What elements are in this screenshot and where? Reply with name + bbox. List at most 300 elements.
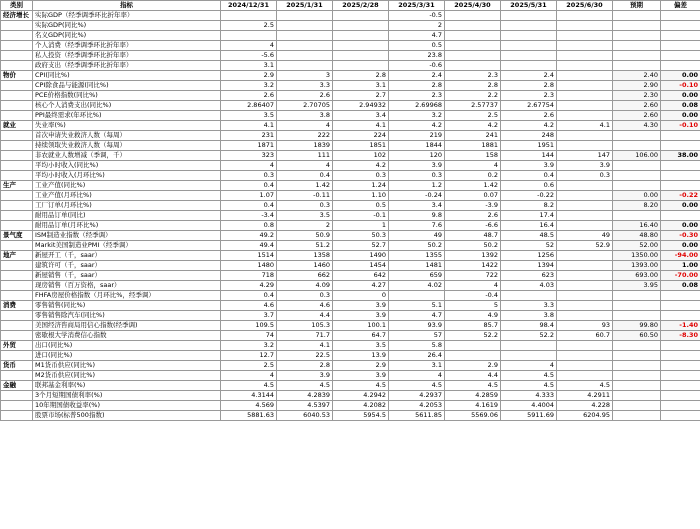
- table-row: [1, 171, 700, 181]
- value-cell: 85.7: [445, 321, 501, 331]
- indicator-name-cell: 进口(同比%): [33, 351, 221, 361]
- category-cell: [1, 211, 33, 221]
- value-cell: 147: [557, 151, 613, 161]
- value-cell: 9.8: [389, 211, 445, 221]
- value-cell: 0.3: [557, 171, 613, 181]
- value-cell: 2.8: [445, 81, 501, 91]
- value-cell: 3.9: [501, 161, 557, 171]
- value-cell: 224: [333, 131, 389, 141]
- value-cell: 4.7: [389, 311, 445, 321]
- value-cell: [557, 281, 613, 291]
- category-cell: [1, 241, 33, 251]
- indicator-name-cell: 现房销售（百万资格，saar）: [33, 281, 221, 291]
- indicator-name-cell: 非农就业人数增减（季调，千）: [33, 151, 221, 161]
- value-cell: [333, 11, 389, 21]
- value-cell: 1481: [389, 261, 445, 271]
- category-cell: [1, 331, 33, 341]
- value-cell: 111: [277, 151, 333, 161]
- deviation-cell: [661, 301, 700, 311]
- value-cell: [445, 351, 501, 361]
- value-cell: 2.86407: [221, 101, 277, 111]
- value-cell: 0.4: [501, 171, 557, 181]
- value-cell: 4.4004: [501, 401, 557, 411]
- deviation-cell: 0.00: [661, 241, 700, 251]
- category-cell: [1, 391, 33, 401]
- table-row: [1, 31, 700, 41]
- category-cell: 经济增长: [1, 11, 33, 21]
- value-cell: 5954.5: [333, 411, 389, 421]
- table-row: [1, 411, 700, 421]
- value-cell: 2.3: [389, 91, 445, 101]
- value-cell: 4.2839: [277, 391, 333, 401]
- value-cell: 2.5: [221, 361, 277, 371]
- value-cell: 4: [389, 371, 445, 381]
- forecast-cell: 16.40: [613, 221, 661, 231]
- table-row: [1, 41, 700, 51]
- value-cell: 3.2: [221, 81, 277, 91]
- indicator-name-cell: PPI最终需求(年环比%): [33, 111, 221, 121]
- value-cell: 13.9: [333, 351, 389, 361]
- indicator-name-cell: 建筑许可（千，saar）: [33, 261, 221, 271]
- value-cell: 52.2: [445, 331, 501, 341]
- deviation-cell: [661, 171, 700, 181]
- category-cell: [1, 311, 33, 321]
- category-cell: [1, 291, 33, 301]
- forecast-cell: [613, 411, 661, 421]
- value-cell: 0.3: [333, 171, 389, 181]
- value-cell: 60.7: [557, 331, 613, 341]
- value-cell: 50.9: [277, 231, 333, 241]
- forecast-cell: 1350.00: [613, 251, 661, 261]
- table-row: [1, 361, 700, 371]
- value-cell: 1951: [501, 141, 557, 151]
- value-cell: [501, 351, 557, 361]
- category-cell: [1, 321, 33, 331]
- value-cell: [557, 181, 613, 191]
- value-cell: 0.5: [333, 201, 389, 211]
- value-cell: 3.1: [221, 61, 277, 71]
- value-cell: 4: [501, 361, 557, 371]
- value-cell: -3.9: [445, 201, 501, 211]
- value-cell: 5.1: [389, 301, 445, 311]
- deviation-cell: [661, 411, 700, 421]
- value-cell: 0.5: [389, 41, 445, 51]
- value-cell: [557, 21, 613, 31]
- deviation-cell: [661, 61, 700, 71]
- forecast-cell: [613, 361, 661, 371]
- indicator-name-cell: M2货币供应(同比%): [33, 371, 221, 381]
- value-cell: 4: [221, 371, 277, 381]
- value-cell: 7.6: [389, 221, 445, 231]
- deviation-cell: [661, 401, 700, 411]
- value-cell: 1480: [221, 261, 277, 271]
- value-cell: [445, 21, 501, 31]
- value-cell: 1358: [277, 251, 333, 261]
- value-cell: 0.2: [445, 171, 501, 181]
- indicator-name-cell: 平均小时收入(月环比%): [33, 171, 221, 181]
- value-cell: 1256: [501, 251, 557, 261]
- value-cell: 2.70705: [277, 101, 333, 111]
- value-cell: [557, 251, 613, 261]
- value-cell: 2: [277, 221, 333, 231]
- indicator-name-cell: 新屋开工（千，saar）: [33, 251, 221, 261]
- value-cell: 2.6: [277, 91, 333, 101]
- value-cell: 5881.63: [221, 411, 277, 421]
- forecast-cell: 3.95: [613, 281, 661, 291]
- forecast-cell: [613, 161, 661, 171]
- value-cell: 52.2: [501, 331, 557, 341]
- value-cell: [389, 291, 445, 301]
- value-cell: [557, 361, 613, 371]
- indicator-name-cell: 平均小时收入(同比%): [33, 161, 221, 171]
- indicator-name-cell: 联邦基金利率(%): [33, 381, 221, 391]
- value-cell: [557, 71, 613, 81]
- table-row: [1, 371, 700, 381]
- value-cell: 4: [445, 161, 501, 171]
- forecast-cell: 99.80: [613, 321, 661, 331]
- indicator-name-cell: 政府支出（经季调季环比折年率）: [33, 61, 221, 71]
- category-cell: 就业: [1, 121, 33, 131]
- deviation-cell: [661, 131, 700, 141]
- value-cell: [557, 41, 613, 51]
- value-cell: 4.6: [221, 301, 277, 311]
- value-cell: 2.8: [333, 71, 389, 81]
- deviation-cell: 0.00: [661, 221, 700, 231]
- value-cell: [333, 31, 389, 41]
- table-row: [1, 121, 700, 131]
- deviation-cell: [661, 31, 700, 41]
- value-cell: 4.5397: [277, 401, 333, 411]
- value-cell: 52.7: [333, 241, 389, 251]
- value-cell: 2.6: [221, 91, 277, 101]
- forecast-cell: 2.60: [613, 101, 661, 111]
- forecast-cell: [613, 401, 661, 411]
- forecast-cell: [613, 341, 661, 351]
- value-cell: [557, 261, 613, 271]
- indicator-name-cell: 耐用品订单(月环比%): [33, 221, 221, 231]
- deviation-cell: [661, 51, 700, 61]
- value-cell: -0.6: [389, 61, 445, 71]
- table-row: [1, 141, 700, 151]
- deviation-cell: [661, 161, 700, 171]
- value-cell: 4.5: [333, 381, 389, 391]
- value-cell: [557, 301, 613, 311]
- forecast-cell: [613, 61, 661, 71]
- category-cell: [1, 151, 33, 161]
- value-cell: 2.5: [221, 21, 277, 31]
- table-row: [1, 281, 700, 291]
- value-cell: 4: [277, 161, 333, 171]
- category-cell: [1, 41, 33, 51]
- deviation-cell: -0.10: [661, 81, 700, 91]
- indicator-name-cell: FHFA房屋价格指数（月环比%，经季调）: [33, 291, 221, 301]
- value-cell: 3.1: [333, 81, 389, 91]
- deviation-cell: [661, 21, 700, 31]
- value-cell: 4.3144: [221, 391, 277, 401]
- header-row: [1, 1, 700, 11]
- value-cell: [333, 51, 389, 61]
- category-cell: [1, 131, 33, 141]
- value-cell: 1454: [333, 261, 389, 271]
- value-cell: [445, 61, 501, 71]
- deviation-cell: -0.10: [661, 121, 700, 131]
- value-cell: [501, 51, 557, 61]
- deviation-cell: 0.08: [661, 101, 700, 111]
- indicator-name-cell: 股票市场(标普500指数): [33, 411, 221, 421]
- indicator-name-cell: 实际GDP（经季调季环比折年率）: [33, 11, 221, 21]
- category-cell: [1, 401, 33, 411]
- deviation-cell: 0.00: [661, 71, 700, 81]
- forecast-cell: [613, 371, 661, 381]
- value-cell: [501, 21, 557, 31]
- deviation-cell: [661, 291, 700, 301]
- category-cell: 货币: [1, 361, 33, 371]
- value-cell: 3.4: [333, 111, 389, 121]
- value-cell: 2.67754: [501, 101, 557, 111]
- header-cell: 预期: [613, 1, 661, 11]
- value-cell: 0.4: [277, 171, 333, 181]
- value-cell: 0.8: [221, 221, 277, 231]
- header-cell: 2025/6/30: [557, 1, 613, 11]
- header-cell: 类别: [1, 1, 33, 11]
- forecast-cell: 2.60: [613, 111, 661, 121]
- value-cell: 4: [221, 41, 277, 51]
- category-cell: [1, 51, 33, 61]
- indicator-name-cell: 密歇根大学消费信心指数: [33, 331, 221, 341]
- value-cell: [557, 81, 613, 91]
- value-cell: 52.9: [557, 241, 613, 251]
- value-cell: 98.4: [501, 321, 557, 331]
- value-cell: 2.4: [389, 71, 445, 81]
- value-cell: 0.07: [445, 191, 501, 201]
- category-cell: 地产: [1, 251, 33, 261]
- value-cell: 3.9: [333, 371, 389, 381]
- value-cell: 5569.06: [445, 411, 501, 421]
- value-cell: [277, 21, 333, 31]
- value-cell: 4.1619: [445, 401, 501, 411]
- deviation-cell: -0.22: [661, 191, 700, 201]
- value-cell: 1355: [389, 251, 445, 261]
- indicator-name-cell: 零售销售除汽车(同比%): [33, 311, 221, 321]
- value-cell: 50.2: [389, 241, 445, 251]
- deviation-cell: -0.30: [661, 231, 700, 241]
- value-cell: 1: [333, 221, 389, 231]
- value-cell: 248: [501, 131, 557, 141]
- table-row: [1, 11, 700, 21]
- value-cell: [557, 291, 613, 301]
- value-cell: 4.333: [501, 391, 557, 401]
- value-cell: 3.8: [501, 311, 557, 321]
- value-cell: [557, 201, 613, 211]
- value-cell: 4.2911: [557, 391, 613, 401]
- value-cell: 48.5: [501, 231, 557, 241]
- value-cell: 1871: [221, 141, 277, 151]
- deviation-cell: 0.00: [661, 201, 700, 211]
- deviation-cell: [661, 341, 700, 351]
- value-cell: [501, 41, 557, 51]
- forecast-cell: [613, 311, 661, 321]
- deviation-cell: [661, 391, 700, 401]
- indicator-name-cell: 私人投资（经季调季环比折年率）: [33, 51, 221, 61]
- value-cell: 50.2: [445, 241, 501, 251]
- value-cell: [557, 221, 613, 231]
- value-cell: 2.7: [333, 91, 389, 101]
- table-row: [1, 51, 700, 61]
- forecast-cell: [613, 211, 661, 221]
- value-cell: 1.10: [333, 191, 389, 201]
- value-cell: 2.6: [501, 111, 557, 121]
- value-cell: 48.7: [445, 231, 501, 241]
- value-cell: 4.4: [277, 311, 333, 321]
- indicator-name-cell: 出口(同比%): [33, 341, 221, 351]
- forecast-cell: 2.40: [613, 71, 661, 81]
- value-cell: [557, 141, 613, 151]
- value-cell: 52: [501, 241, 557, 251]
- value-cell: 2.57737: [445, 101, 501, 111]
- forecast-cell: 106.00: [613, 151, 661, 161]
- value-cell: 0.3: [389, 171, 445, 181]
- header-cell: 指标: [33, 1, 221, 11]
- value-cell: 4.5: [501, 381, 557, 391]
- value-cell: 4.2942: [333, 391, 389, 401]
- forecast-cell: [613, 11, 661, 21]
- value-cell: 158: [445, 151, 501, 161]
- value-cell: [557, 371, 613, 381]
- indicator-name-cell: 持续领取失业救济人数（每周）: [33, 141, 221, 151]
- value-cell: 3.8: [277, 111, 333, 121]
- value-cell: 0.3: [221, 171, 277, 181]
- deviation-cell: [661, 311, 700, 321]
- forecast-cell: 60.50: [613, 331, 661, 341]
- value-cell: 8.2: [501, 201, 557, 211]
- table-row: [1, 21, 700, 31]
- category-cell: [1, 201, 33, 211]
- value-cell: [277, 41, 333, 51]
- table-row: [1, 251, 700, 261]
- value-cell: 4.2082: [333, 401, 389, 411]
- value-cell: 3.3: [277, 81, 333, 91]
- forecast-cell: [613, 381, 661, 391]
- value-cell: 2.3: [501, 91, 557, 101]
- indicator-name-cell: 美国经济咨商局用信心指数(经季调): [33, 321, 221, 331]
- indicator-name-cell: 首次申请失业救济人数（每周）: [33, 131, 221, 141]
- category-cell: [1, 21, 33, 31]
- table-row: [1, 391, 700, 401]
- table-row: [1, 401, 700, 411]
- value-cell: 26.4: [389, 351, 445, 361]
- value-cell: 4.03: [501, 281, 557, 291]
- value-cell: 1881: [445, 141, 501, 151]
- deviation-cell: [661, 11, 700, 21]
- indicator-name-cell: 实际GDP(同比%): [33, 21, 221, 31]
- category-cell: [1, 111, 33, 121]
- value-cell: 1.42: [445, 181, 501, 191]
- category-cell: [1, 191, 33, 201]
- value-cell: 2.8: [501, 81, 557, 91]
- value-cell: 2.9: [221, 71, 277, 81]
- deviation-cell: -8.30: [661, 331, 700, 341]
- value-cell: 49.2: [221, 231, 277, 241]
- value-cell: 1839: [277, 141, 333, 151]
- deviation-cell: -70.00: [661, 271, 700, 281]
- forecast-cell: 0.00: [613, 191, 661, 201]
- value-cell: 4.5: [501, 371, 557, 381]
- value-cell: 0.3: [277, 291, 333, 301]
- value-cell: 4.5: [277, 381, 333, 391]
- indicator-name-cell: 核心个人消费支出(同比%): [33, 101, 221, 111]
- value-cell: 4.27: [333, 281, 389, 291]
- value-cell: 5611.85: [389, 411, 445, 421]
- value-cell: -0.1: [333, 211, 389, 221]
- forecast-cell: [613, 41, 661, 51]
- forecast-cell: [613, 181, 661, 191]
- value-cell: 64.7: [333, 331, 389, 341]
- indicator-name-cell: 工业产值(同比%): [33, 181, 221, 191]
- value-cell: 1394: [501, 261, 557, 271]
- value-cell: [277, 31, 333, 41]
- value-cell: [277, 61, 333, 71]
- category-cell: [1, 81, 33, 91]
- indicator-name-cell: M1货币供应(同比%): [33, 361, 221, 371]
- value-cell: 323: [221, 151, 277, 161]
- value-cell: [445, 31, 501, 41]
- value-cell: [501, 341, 557, 351]
- value-cell: 4.2859: [445, 391, 501, 401]
- deviation-cell: [661, 141, 700, 151]
- value-cell: [557, 31, 613, 41]
- value-cell: [277, 51, 333, 61]
- value-cell: 662: [277, 271, 333, 281]
- forecast-cell: [613, 21, 661, 31]
- category-cell: [1, 161, 33, 171]
- value-cell: [501, 31, 557, 41]
- category-cell: [1, 31, 33, 41]
- value-cell: 4.4: [445, 371, 501, 381]
- deviation-cell: [661, 41, 700, 51]
- value-cell: 2.2: [445, 91, 501, 101]
- forecast-cell: 4.30: [613, 121, 661, 131]
- category-cell: [1, 271, 33, 281]
- indicator-name-cell: 10年期国债收益率(%): [33, 401, 221, 411]
- value-cell: [333, 41, 389, 51]
- category-cell: [1, 411, 33, 421]
- value-cell: 623: [501, 271, 557, 281]
- header-cell: 偏差: [661, 1, 700, 11]
- forecast-cell: 1393.00: [613, 261, 661, 271]
- value-cell: 4.02: [389, 281, 445, 291]
- table-row: [1, 301, 700, 311]
- value-cell: 4.5: [221, 381, 277, 391]
- value-cell: 51.2: [277, 241, 333, 251]
- value-cell: 74: [221, 331, 277, 341]
- forecast-cell: 2.30: [613, 91, 661, 101]
- value-cell: -0.5: [389, 11, 445, 21]
- value-cell: 6204.95: [557, 411, 613, 421]
- value-cell: 4.2: [333, 161, 389, 171]
- category-cell: 物价: [1, 71, 33, 81]
- value-cell: 4.5: [389, 381, 445, 391]
- value-cell: 2.3: [445, 71, 501, 81]
- table-row: [1, 231, 700, 241]
- value-cell: [333, 21, 389, 31]
- value-cell: [445, 11, 501, 21]
- indicator-name-cell: 工厂订单(月环比%): [33, 201, 221, 211]
- category-cell: 消费: [1, 301, 33, 311]
- value-cell: 3.9: [277, 371, 333, 381]
- deviation-cell: 0.08: [661, 281, 700, 291]
- value-cell: 102: [333, 151, 389, 161]
- value-cell: 642: [333, 271, 389, 281]
